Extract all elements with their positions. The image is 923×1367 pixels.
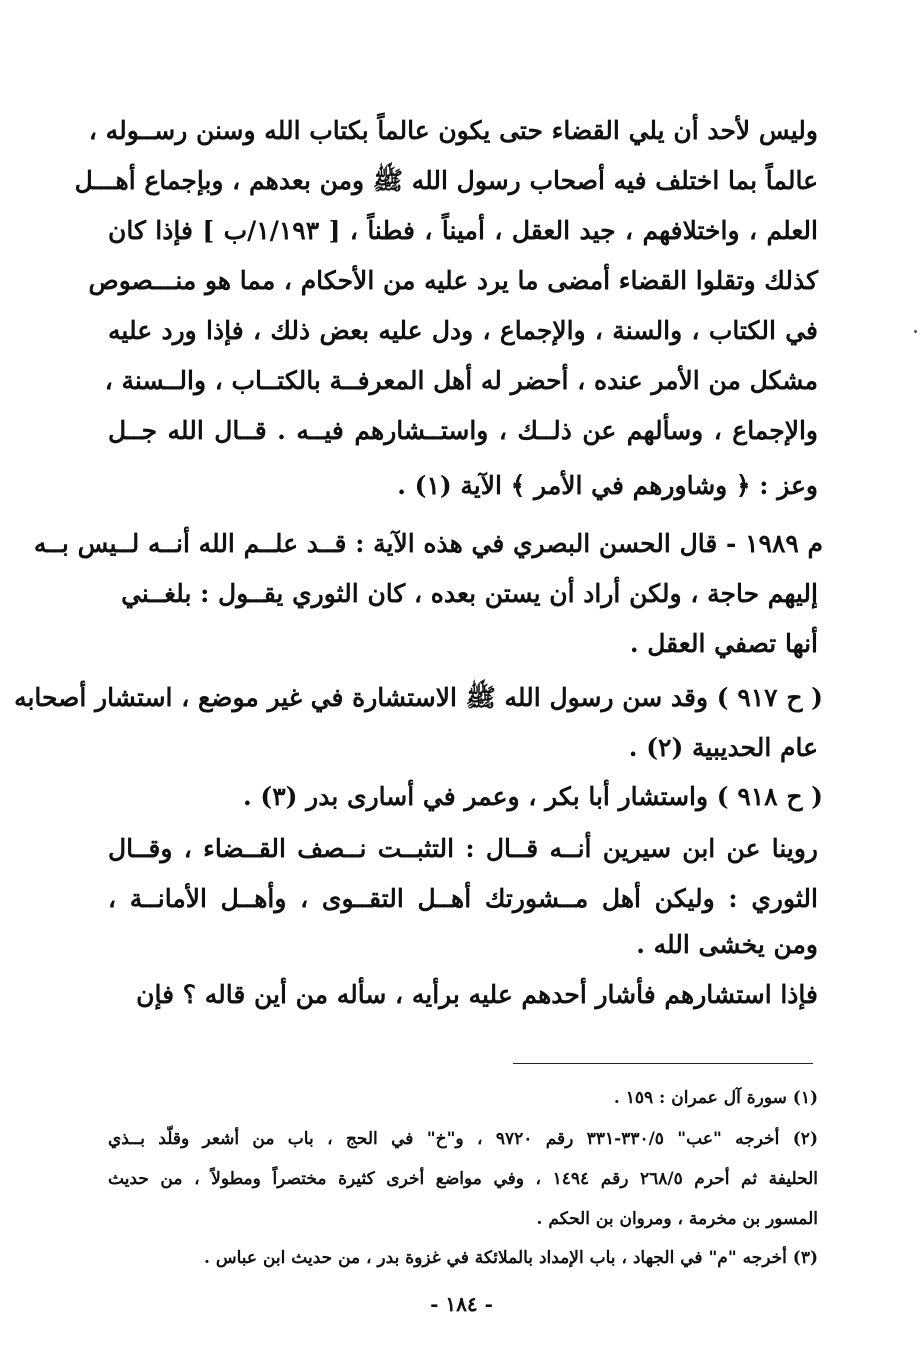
masala-1989-line-3: أنها تصفي العقل . (629, 629, 818, 658)
body-line-5: في الكتاب ، والسنة ، والإجماع ، ودل عليه بعض ذلك ، فإذا ورد عليه (108, 316, 818, 345)
hadith-917-line-1: ( ح ٩١٧ ) وقد سن رسول الله ﷺ الاستشارة في غير موضع ، استشار أصحابه (14, 683, 823, 712)
footnote-1: (١) سورة آل عمران : ١٥٩ . (613, 1088, 818, 1108)
hadith-917-line-2: عام الحديبية (٢) . (628, 733, 818, 762)
body-line-1: وليس لأحد أن يلي القضاء حتى يكون عالماً بكتاب الله وسنن رســوله ، (88, 116, 818, 145)
scan-speck (914, 330, 917, 333)
last-paragraph-line: فإذا استشارهم فأشار أحدهم عليه برأيه ، سأله من أين قاله ؟ فإن (136, 980, 818, 1009)
body-line-2: عالماً بما اختلف فيه أصحاب رسول الله ﷺ ومن بعدهم ، وبإجماع أهـــل (74, 166, 818, 195)
ibn-sirin-line-1: روينا عن ابن سيرين أنــه قــال : التثبــت نــصف القــضاء ، وقــال (108, 834, 818, 863)
ibn-sirin-line-3: ومن يخشى الله . (636, 930, 818, 959)
body-line-7: والإجماع ، وسألهم عن ذلــك ، واستــشارهم فيــه . قــال الله جــل (108, 416, 818, 445)
page-number: - ١٨٤ - (430, 1292, 493, 1316)
body-line-8: وعز : ﴿ وشاورهم في الأمر ﴾ الآية (١) . (397, 471, 818, 500)
footnote-2-line-1: (٢) أخرجه "عب" ٣٣٠/٥-٣٣١ رقم ٩٧٢٠ ، و"خ" في الحج ، باب من أشعر وقلّد بــذي (108, 1129, 818, 1149)
footnote-2-line-3: المسور بن مخرمة ، ومروان بن الحكم . (536, 1209, 818, 1229)
body-line-6: مشكل من الأمر عنده ، أحضر له أهل المعرفــة بالكتــاب ، والــسنة ، (104, 366, 818, 395)
masala-1989-line-2: إليهم حاجة ، ولكن أراد أن يستن بعده ، كان الثوري يقــول : بلغــني (121, 579, 818, 608)
hadith-918-line: ( ح ٩١٨ ) واستشار أبا بكر ، وعمر في أسارى بدر (٣) . (242, 782, 823, 811)
footnote-2-line-2: الحليفة ثم أحرم ٢٦٨/٥ رقم ١٤٩٤ ، وفي مواضع أخرى كثيرة مختصراً ومطولاً ، من حديث (108, 1169, 818, 1189)
body-line-4: كذلك وتقلوا القضاء أمضى ما يرد عليه من الأحكام ، مما هو منـــصوص (88, 266, 818, 295)
masala-1989-line-1: م ١٩٨٩ - قال الحسن البصري في هذه الآية : قــد علــم الله أنــه لــيس بــه (33, 529, 823, 558)
body-line-3: العلم ، واختلافهم ، جيد العقل ، أميناً ، فطناً ، [ ١/١٩٣/ب ] فإذا كان (108, 216, 818, 245)
footnote-3: (٣) أخرجه "م" في الجهاد ، باب الإمداد بالملائكة في غزوة بدر ، من حديث ابن عباس . (204, 1248, 818, 1268)
ibn-sirin-line-2: الثوري : وليكن أهل مــشورتك أهــل التقــوى ، وأهــل الأمانــة ، (108, 884, 818, 913)
footnote-separator (513, 1063, 813, 1064)
